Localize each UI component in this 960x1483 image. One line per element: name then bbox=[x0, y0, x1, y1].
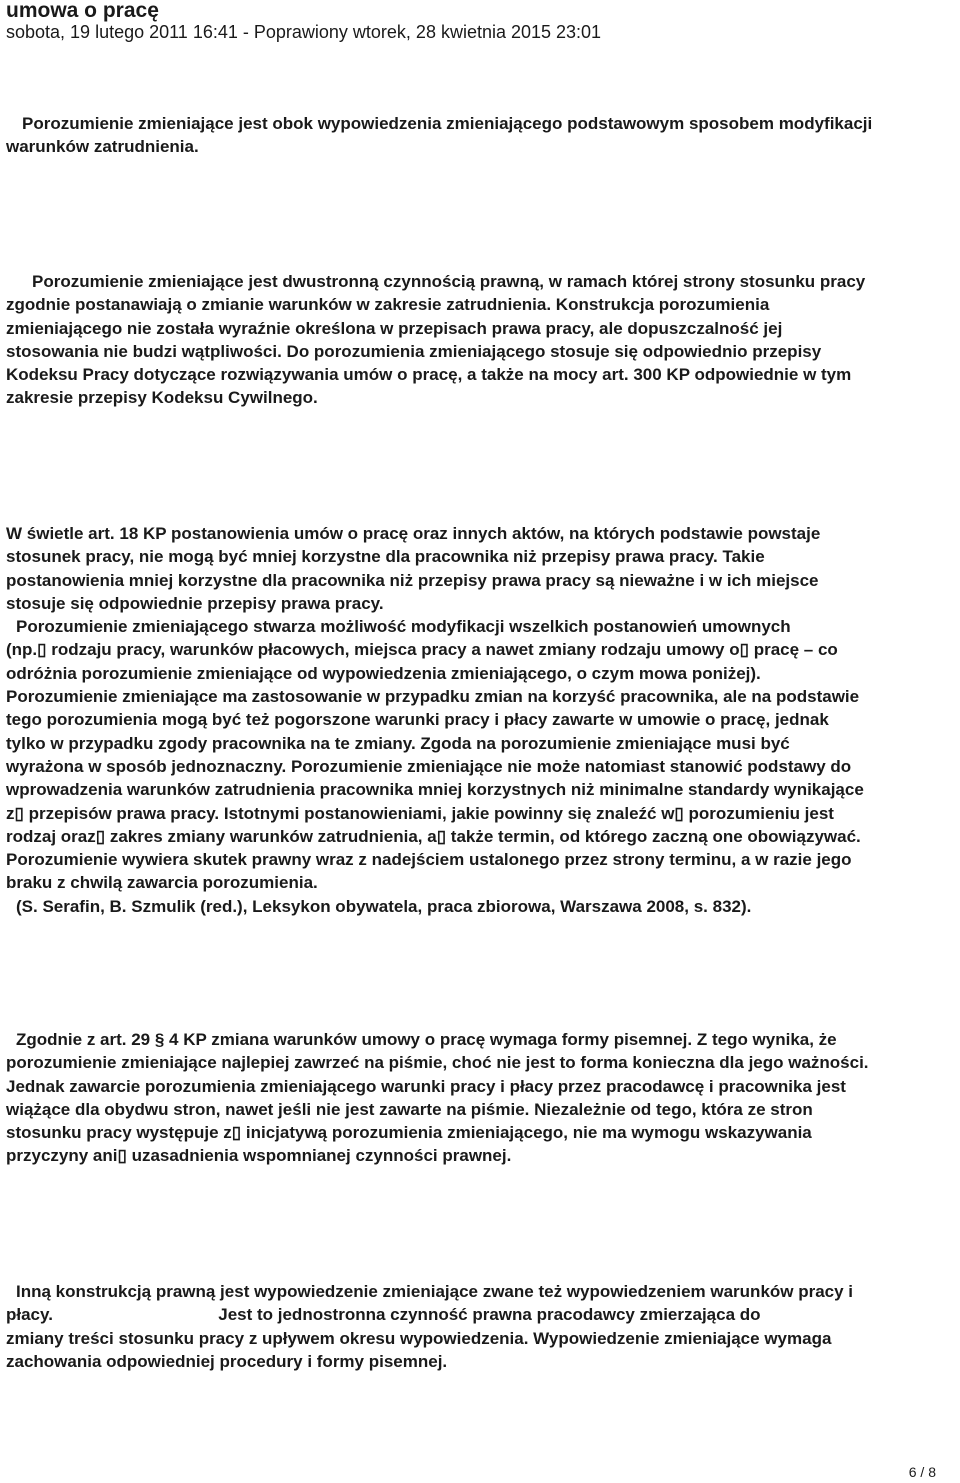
text-line: Porozumienie wywiera skutek prawny wraz z nadejściem ustalonego przez strony terminu, a w razie jego bbox=[6, 850, 852, 870]
text-line: warunków zatrudnienia. bbox=[6, 137, 199, 157]
text-line: (np.▯ rodzaju pracy, warunków płacowych, miejsca pracy a nawet zmiany rodzaju umowy o▯ pracę – co bbox=[6, 640, 838, 660]
text-line: stosowania nie budzi wątpliwości. Do porozumienia zmieniającego stosuje się odpowiednio przepisy bbox=[6, 341, 822, 361]
text-line: tylko w przypadku zgody pracownika na te zmiany. Zgoda na porozumienie zmieniające musi być bbox=[6, 733, 790, 753]
paragraph-intro bbox=[6, 112, 872, 159]
text-line: tego porozumienia mogą być też pogorszone warunki pracy i płacy zawarte w umowie o pracę, jednak bbox=[6, 710, 829, 730]
text-line: przyczyny ani▯ uzasadnienia wspomnianej czynności prawnej. bbox=[6, 1146, 512, 1166]
text-line: z▯ przepisów prawa pracy. Istotnymi postanowieniami, jakie powinny się znaleźć w▯ porozumieniu jest bbox=[6, 803, 834, 823]
citation-line: (S. Serafin, B. Szmulik (red.), Leksykon obywatela, praca zbiorowa, Warszawa 2008, s. 832). bbox=[16, 896, 752, 916]
paragraph-wypowiedzenie bbox=[6, 1280, 853, 1373]
text-line: wprowadzenia warunków zatrudnienia pracownika mniej korzystnych niż minimalne standardy wynikające bbox=[6, 780, 864, 800]
document-date-line: sobota, 19 lutego 2011 16:41 - Poprawiony wtorek, 28 kwietnia 2015 23:01 bbox=[6, 22, 602, 42]
text-line: odróżnia porozumienie zmieniające od wypowiedzenia zmieniającego, o czym mowa poniżej). bbox=[6, 663, 761, 683]
text-line: Zgodnie z art. 29 § 4 KP zmiana warunków umowy o pracę wymaga formy pisemnej. Z tego wynika, że bbox=[16, 1030, 837, 1049]
text-line: zmiany treści stosunku pracy z upływem okresu wypowiedzenia. Wypowiedzenie zmieniające wymaga bbox=[6, 1328, 832, 1348]
text-line: wyrażona w sposób jednoznaczny. Porozumienie zmieniające nie może natomiast stanowić podstawy do bbox=[6, 756, 852, 776]
text-line: porozumienie zmieniające najlepiej zawrzeć na piśmie, choć nie jest to forma konieczna dla jego ważności. bbox=[6, 1053, 869, 1073]
text-line: Kodeksu Pracy dotyczące rozwiązywania umów o pracę, a także na mocy art. 300 KP odpowiednie w tym bbox=[6, 365, 852, 385]
text-line: W świetle art. 18 KP postanowienia umów o pracę oraz innych aktów, na których podstawie powstaje bbox=[6, 524, 821, 543]
text-line: zgodnie postanawiają o zmianie warunków w zakresie zatrudnienia. Konstrukcja porozumienia bbox=[6, 295, 770, 315]
text-line: Porozumienie zmieniające ma zastosowanie w przypadku zmian na korzyść pracownika, ale na podstawie bbox=[6, 687, 860, 707]
text-line: rodzaj oraz▯ zakres zmiany warunków zatrudnienia, a▯ także termin, od którego zaczną one obowiązywać. bbox=[6, 826, 861, 846]
paragraph-definition bbox=[6, 270, 865, 410]
text-line: postanowienia mniej korzystne dla pracownika niż przepisy prawa pracy są nieważne i w ich miejsce bbox=[6, 570, 819, 590]
text-line: Inną konstrukcją prawną jest wypowiedzenie zmieniające zwane też wypowiedzeniem warunków pracy i bbox=[16, 1282, 854, 1301]
text-line: zmieniającego nie została wyraźnie określona w przepisach prawa pracy, ale dopuszczalność jej bbox=[6, 318, 783, 338]
text-line: zachowania odpowiedniej procedury i formy pisemnej. bbox=[6, 1351, 448, 1371]
text-line: braku z chwilą zawarcia porozumienia. bbox=[6, 873, 318, 893]
text-line: Porozumienie zmieniającego stwarza możliwość modyfikacji wszelkich postanowień umownych bbox=[16, 617, 791, 637]
text-line: Porozumienie zmieniające jest obok wypowiedzenia zmieniającego podstawowym sposobem modyfikacji bbox=[22, 114, 873, 133]
page-number: 6 / 8 bbox=[908, 1464, 936, 1480]
text-line: wiążące dla obydwu stron, nawet jeśli nie jest zawarte na piśmie. Niezależnie od tego, która ze stron bbox=[6, 1099, 813, 1119]
paragraph-art-29 bbox=[6, 1028, 869, 1168]
text-line: stosunku pracy występuje z▯ inicjatywą porozumienia zmieniającego, nie ma wymogu wskazywania bbox=[6, 1123, 812, 1143]
text-line: stosuje się odpowiednie przepisy prawa pracy. bbox=[6, 593, 384, 613]
text-line: Porozumienie zmieniające jest dwustronną czynnością prawną, w ramach której strony stosunku pracy bbox=[32, 272, 866, 291]
text-line: zakresie przepisy Kodeksu Cywilnego. bbox=[6, 388, 318, 408]
text-line: płacy. Jest to jednostronna czynność prawna pracodawcy zmierzająca do bbox=[6, 1305, 761, 1325]
text-line: stosunek pracy, nie mogą być mniej korzystne dla pracownika niż przepisy prawa pracy. Takie bbox=[6, 547, 765, 567]
paragraph-art-18 bbox=[6, 522, 864, 918]
document-title: umowa o pracę bbox=[6, 0, 159, 22]
text-line: Jednak zawarcie porozumienia zmieniającego warunki pracy i płacy przez pracodawcę i pracownika jest bbox=[6, 1076, 846, 1096]
